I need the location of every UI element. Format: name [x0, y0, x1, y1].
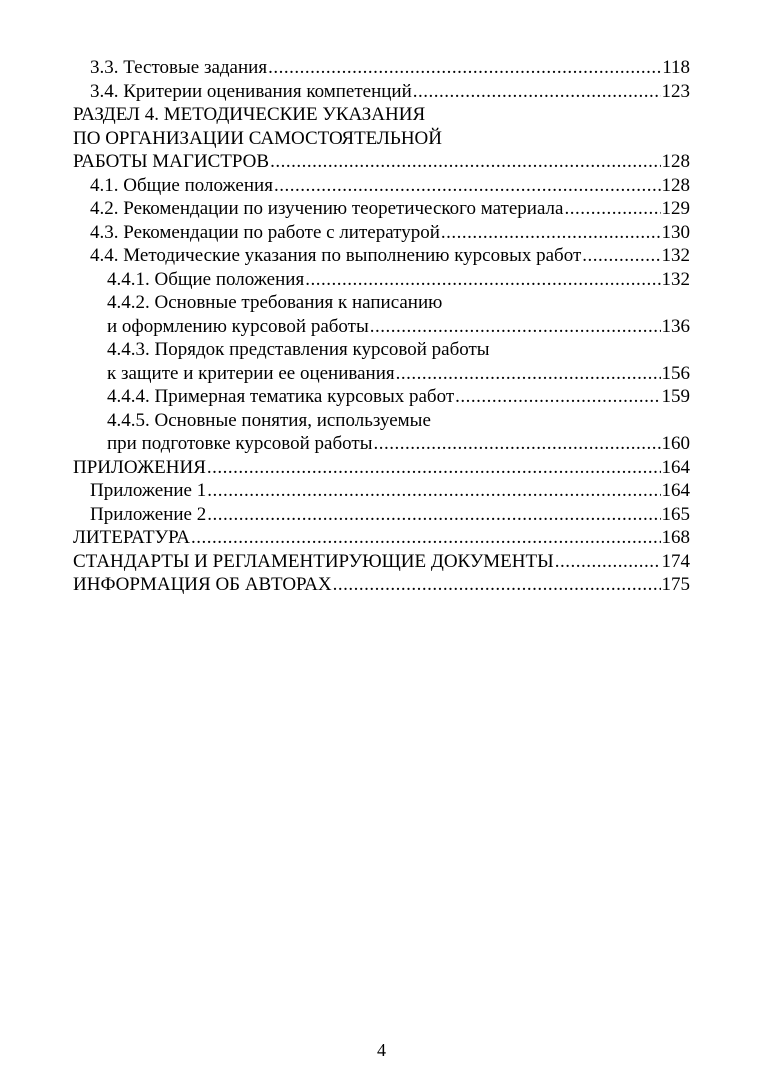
toc-entry	[73, 503, 690, 527]
toc-entry-title: Приложение 2	[90, 503, 207, 525]
toc-page-number: 128	[661, 174, 690, 196]
page-number: 4	[377, 1040, 386, 1060]
toc-entry-title: к защите и критерии ее оценивания	[107, 362, 395, 384]
toc-dot-leader	[564, 197, 660, 221]
toc-entry-title: ПО ОРГАНИЗАЦИИ САМОСТОЯТЕЛЬНОЙ	[73, 127, 442, 149]
toc-page-number: 160	[661, 433, 690, 454]
toc-entry	[73, 526, 690, 550]
toc-heading-line	[73, 103, 690, 127]
toc-dot-leader	[207, 479, 660, 503]
toc-entry-title: 4.4.4. Примерная тематика курсовых работ	[107, 386, 455, 407]
toc-entry-title: 3.3. Тестовые задания	[90, 57, 268, 78]
toc-entry-title: 4.4.3. Порядок представления курсовой работы	[107, 339, 490, 360]
toc-dot-leader	[207, 456, 661, 480]
toc-entry-title: 4.3. Рекомендации по работе с литературой	[90, 221, 440, 243]
toc-heading-line	[73, 338, 690, 362]
toc-page-number: 174	[661, 550, 690, 572]
toc-dot-leader	[270, 150, 660, 174]
toc-page-number: 118	[662, 57, 690, 78]
toc-page-number: 132	[661, 268, 690, 290]
toc-page-number: 129	[661, 198, 690, 219]
toc-page-number: 165	[661, 503, 690, 525]
toc-entry	[73, 221, 690, 245]
toc-entry-title: РАЗДЕЛ 4. МЕТОДИЧЕСКИЕ УКАЗАНИЯ	[73, 104, 426, 125]
toc-page-number: 175	[661, 574, 690, 595]
toc-dot-leader	[413, 80, 661, 104]
toc-entry-title: 3.4. Критерии оценивания компетенций	[90, 80, 412, 102]
toc-entry	[73, 432, 690, 456]
toc-entry-title: 4.1. Общие положения	[90, 174, 273, 196]
toc-entry	[73, 550, 690, 574]
toc-entry-title: 4.4. Методические указания по выполнению курсовых работ	[90, 245, 582, 266]
toc-entry-title: Приложение 1	[90, 480, 207, 501]
toc-page-number: 123	[661, 80, 690, 102]
toc-page-number: 164	[661, 480, 690, 501]
toc-page-number: 128	[661, 151, 690, 172]
toc-entry	[73, 456, 690, 480]
toc-heading-line	[73, 127, 690, 151]
toc-entry	[73, 56, 690, 80]
toc-dot-leader	[396, 362, 661, 386]
toc-dot-leader	[333, 573, 661, 597]
toc-entry-title: ПРИЛОЖЕНИЯ	[73, 456, 206, 478]
toc-dot-leader	[191, 526, 661, 550]
toc-entry-title: при подготовке курсовой работы	[107, 433, 373, 454]
toc-page-number: 168	[661, 527, 690, 548]
toc-dot-leader	[305, 268, 660, 292]
toc-entry	[73, 174, 690, 198]
toc-entry-title: 4.4.5. Основные понятия, используемые	[107, 409, 431, 431]
toc-page-number: 156	[661, 362, 690, 384]
toc-entry	[73, 315, 690, 339]
toc-entry-title: 4.4.2. Основные требования к написанию	[107, 292, 443, 313]
toc-heading-line	[73, 291, 690, 315]
toc-page-number: 130	[661, 221, 690, 243]
toc-dot-leader	[207, 503, 660, 527]
toc-entry-title: ИНФОРМАЦИЯ ОБ АВТОРАХ	[73, 574, 332, 595]
toc-page-number: 159	[661, 386, 690, 407]
toc-page-number: 136	[661, 315, 690, 337]
toc-dot-leader	[268, 56, 661, 80]
toc-entry-title: 4.2. Рекомендации по изучению теоретического материала	[90, 198, 564, 219]
toc-entry	[73, 573, 690, 597]
toc-entry-title: 4.4.1. Общие положения	[107, 268, 305, 290]
toc-heading-line	[73, 409, 690, 433]
toc-dot-leader	[455, 385, 660, 409]
toc-entry	[73, 244, 690, 268]
toc-entry	[73, 80, 690, 104]
toc-entry	[73, 479, 690, 503]
toc-entry-title: РАБОТЫ МАГИСТРОВ	[73, 151, 270, 172]
toc-entry-title: и оформлению курсовой работы	[107, 315, 369, 337]
toc-entry-title: СТАНДАРТЫ И РЕГЛАМЕНТИРУЮЩИЕ ДОКУМЕНТЫ	[73, 550, 554, 572]
table-of-contents	[73, 56, 690, 597]
toc-page-number: 132	[661, 245, 690, 266]
toc-entry	[73, 385, 690, 409]
toc-dot-leader	[582, 244, 660, 268]
toc-dot-leader	[274, 174, 661, 198]
toc-entry	[73, 197, 690, 221]
toc-dot-leader	[373, 432, 660, 456]
toc-dot-leader	[555, 550, 661, 574]
toc-dot-leader	[370, 315, 661, 339]
toc-entry	[73, 268, 690, 292]
toc-entry-title: ЛИТЕРАТУРА	[73, 527, 190, 548]
toc-dot-leader	[441, 221, 661, 245]
toc-entry	[73, 362, 690, 386]
toc-page-number: 164	[661, 456, 690, 478]
toc-entry	[73, 150, 690, 174]
